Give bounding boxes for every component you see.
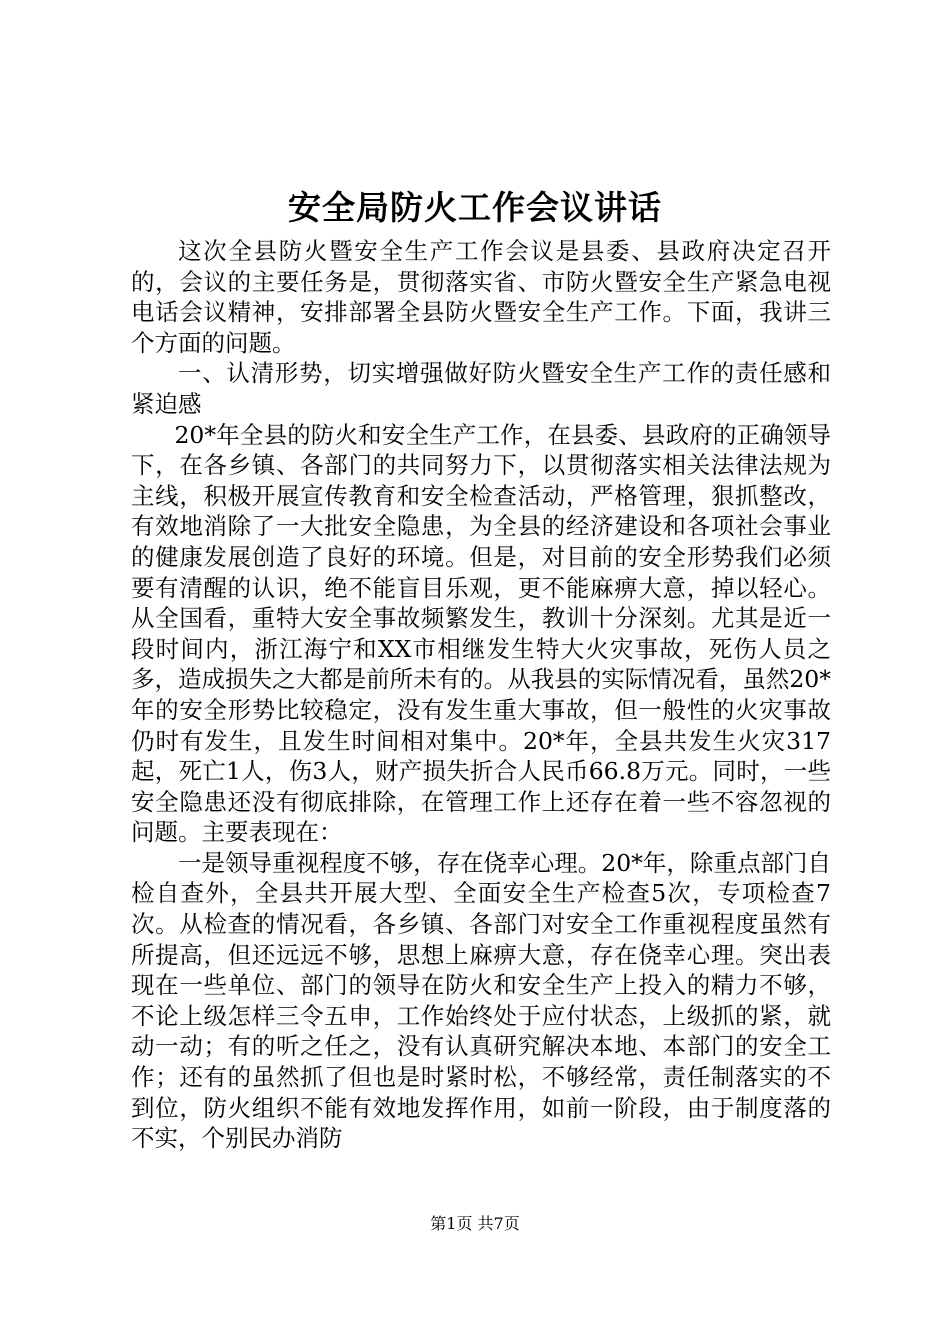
page-footer: 第1页 共7页 [430, 1214, 520, 1233]
paragraph-intro: 这次全县防火暨安全生产工作会议是县委、县政府决定召开的，会议的主要任务是，贯彻落实省、市防火暨安全生产紧急电视电话会议精神，安排部署全县防火暨安全生产工作。下面，我讲三个方面的问题。 [131, 237, 831, 357]
paragraph-situation: 20*年全县的防火和安全生产工作，在县委、县政府的正确领导下，在各乡镇、各部门的共同努力下，以贯彻落实相关法律法规为主线，积极开展宣传教育和安全检查活动，严格管理，狠抓整改，有效地消除了一大批安全隐患，为全县的经济建设和各项社会事业的健康发展创造了良好的环境。但是，对目前的安全形势我们必须要有清醒的认识，绝不能盲目乐观，更不能麻痹大意，掉以轻心。从全国看，重特大安全事故频繁发生，教训十分深刻。尤其是近一段时间内，浙江海宁和XX市相继发生特大火灾事故，死伤人员之多，造成损失之大都是前所未有的。从我县的实际情况看，虽然20*年的安全形势比较稳定，没有发生重大事故，但一般性的火灾事故仍时有发生，且发生时间相对集中。20*年，全县共发生火灾317起，死亡1人，伤3人，财产损失折合人民币66.8万元。同时，一些安全隐患还没有彻底排除，在管理工作上还存在着一些不容忽视的问题。主要表现在： [131, 420, 831, 847]
section-heading-1: 一、认清形势，切实增强做好防火暨安全生产工作的责任感和紧迫感 [131, 359, 831, 418]
document-title: 安全局防火工作会议讲话 [288, 188, 662, 227]
document-body [131, 236, 831, 1154]
paragraph-issue-1: 一是领导重视程度不够，存在侥幸心理。20*年，除重点部门自检自查外，全县共开展大型、全面安全生产检查5次，专项检查7次。从检查的情况看，各乡镇、各部门对安全工作重视程度虽然有所提高，但还远远不够，思想上麻痹大意，存在侥幸心理。突出表现在一些单位、部门的领导在防火和安全生产上投入的精力不够，不论上级怎样三令五申，工作始终处于应付状态，上级抓的紧，就动一动；有的听之任之，没有认真研究解决本地、本部门的安全工作；还有的虽然抓了但也是时紧时松，不够经常，责任制落实的不到位，防火组织不能有效地发挥作用，如前一阶段，由于制度落的不实，个别民办消防 [131, 848, 831, 1153]
